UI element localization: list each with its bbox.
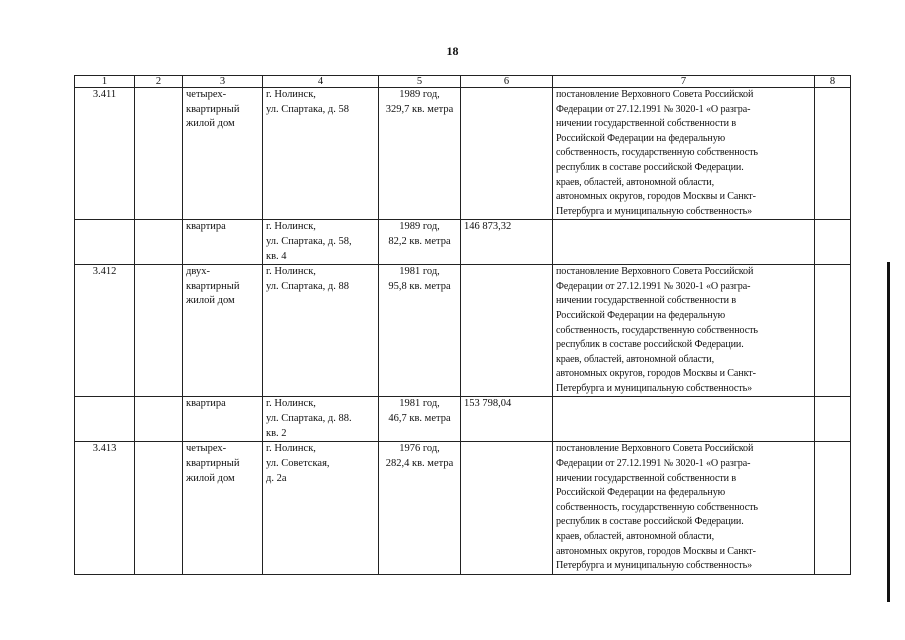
cell-text-line: Петербурга и муниципальную собственность» bbox=[556, 382, 753, 394]
cell-cost: 153 798,04 bbox=[461, 397, 553, 442]
cell-text-line: четырех- bbox=[186, 89, 227, 100]
column-number-row bbox=[75, 76, 851, 88]
cell-text-line: 1976 год, bbox=[399, 443, 440, 455]
cell-year-area bbox=[379, 220, 461, 265]
cell-column-8 bbox=[815, 397, 851, 442]
cell-text-line: постановление Верховного Совета Российской bbox=[556, 266, 754, 278]
cell-column-8 bbox=[815, 88, 851, 220]
cell-text-line: жилой дом bbox=[186, 118, 235, 130]
scan-edge-mark bbox=[887, 262, 890, 602]
cell-text-line: кв. 2 bbox=[266, 427, 287, 439]
cell-address bbox=[263, 442, 379, 574]
column-header-5: 5 bbox=[379, 76, 461, 88]
cell-text-line: д. 2а bbox=[266, 472, 287, 484]
cell-text-line: ничении государственной собственности в bbox=[556, 118, 737, 130]
table-row bbox=[75, 265, 851, 397]
column-header-8: 8 bbox=[815, 76, 851, 88]
cell-text-line: республик в составе российской Федерации. bbox=[556, 161, 744, 173]
cell-text-line: г. Нолинск, bbox=[266, 398, 316, 410]
cell-object-type bbox=[183, 442, 263, 574]
cell-year-area bbox=[379, 265, 461, 397]
cell-text-line: собственность, государственную собственность bbox=[556, 501, 758, 513]
cell-item-number bbox=[75, 220, 135, 265]
cell-item-number: 3.411 bbox=[75, 88, 135, 220]
cell-text-line: Федерации от 27.12.1991 № 3020-1 «О разгра- bbox=[556, 103, 751, 115]
cell-column-8 bbox=[815, 265, 851, 397]
cell-text-line: собственность, государственную собственность bbox=[556, 324, 758, 336]
cell-text-line: 82,2 кв. метра bbox=[388, 235, 451, 247]
column-header-3: 3 bbox=[183, 76, 263, 88]
column-header-2: 2 bbox=[135, 76, 183, 88]
table-row bbox=[75, 442, 851, 574]
cell-text-line: 282,4 кв. метра bbox=[385, 458, 454, 470]
table-row bbox=[75, 220, 851, 265]
cell-legal-basis bbox=[553, 265, 815, 397]
table-row bbox=[75, 397, 851, 442]
cell-text-line: автономных округов, городов Москвы и Санкт- bbox=[556, 545, 756, 557]
cell-column-2 bbox=[135, 397, 183, 442]
cell-text-line: ул. Спартака, д. 88. bbox=[266, 413, 352, 425]
column-header-1: 1 bbox=[75, 76, 135, 88]
cell-text-line: автономных округов, городов Москвы и Санкт- bbox=[556, 191, 756, 203]
cell-legal-basis bbox=[553, 442, 815, 574]
cell-text-line: республик в составе российской Федерации. bbox=[556, 516, 744, 528]
column-header-6: 6 bbox=[461, 76, 553, 88]
cell-address bbox=[263, 88, 379, 220]
cell-address bbox=[263, 397, 379, 442]
cell-column-8 bbox=[815, 442, 851, 574]
cell-text-line: четырех- bbox=[186, 443, 227, 455]
cell-text-line: 329,7 кв. метра bbox=[385, 103, 454, 115]
cell-text-line: ул. Спартака, д. 58 bbox=[266, 103, 349, 115]
cell-text-line: г. Нолинск, bbox=[266, 443, 316, 455]
cell-item-number: 3.413 bbox=[75, 442, 135, 574]
cell-text-line: 46,7 кв. метра bbox=[388, 413, 451, 425]
cell-legal-basis bbox=[553, 397, 815, 442]
cell-text-line: 95,8 кв. метра bbox=[388, 280, 451, 292]
cell-text-line: г. Нолинск, bbox=[266, 221, 316, 233]
cell-text-line: краев, областей, автономной области, bbox=[556, 531, 714, 543]
cell-cost bbox=[461, 442, 553, 574]
cell-object-type bbox=[183, 220, 263, 265]
cell-text-line: 1989 год, bbox=[399, 89, 440, 100]
cell-object-type bbox=[183, 88, 263, 220]
cell-text-line: ничении государственной собственности в bbox=[556, 472, 737, 484]
cell-text-line: кв. 4 bbox=[266, 250, 287, 262]
cell-year-area bbox=[379, 397, 461, 442]
cell-text-line: краев, областей, автономной области, bbox=[556, 176, 714, 188]
cell-object-type bbox=[183, 265, 263, 397]
cell-item-number: 3.412 bbox=[75, 265, 135, 397]
cell-text-line: Российской Федерации на федеральную bbox=[556, 309, 726, 321]
cell-legal-basis bbox=[553, 88, 815, 220]
page-number: 18 bbox=[446, 44, 459, 58]
cell-text-line: квартира bbox=[186, 398, 226, 410]
cell-address bbox=[263, 265, 379, 397]
cell-text-line: Федерации от 27.12.1991 № 3020-1 «О разгра- bbox=[556, 458, 751, 470]
cell-year-area bbox=[379, 88, 461, 220]
cell-item-number bbox=[75, 397, 135, 442]
cell-cost: 146 873,32 bbox=[461, 220, 553, 265]
cell-text-line: жилой дом bbox=[186, 472, 235, 484]
cell-address bbox=[263, 220, 379, 265]
cell-text-line: автономных округов, городов Москвы и Санкт- bbox=[556, 368, 756, 380]
cell-text-line: г. Нолинск, bbox=[266, 266, 316, 278]
cell-text-line: собственность, государственную собственность bbox=[556, 147, 758, 159]
cell-text-line: квартирный bbox=[186, 280, 240, 292]
cell-column-2 bbox=[135, 220, 183, 265]
cell-text-line: Российской Федерации на федеральную bbox=[556, 487, 726, 499]
cell-text-line: ул. Спартака, д. 88 bbox=[266, 280, 349, 292]
column-header-4: 4 bbox=[263, 76, 379, 88]
cell-text-line: г. Нолинск, bbox=[266, 89, 316, 100]
cell-text-line: 1989 год, bbox=[399, 221, 440, 233]
cell-column-2 bbox=[135, 88, 183, 220]
property-registry-table bbox=[74, 75, 851, 575]
column-header-7: 7 bbox=[553, 76, 815, 88]
cell-text-line: жилой дом bbox=[186, 295, 235, 307]
cell-text-line: квартирный bbox=[186, 103, 240, 115]
cell-text-line: Петербурга и муниципальную собственность» bbox=[556, 560, 753, 572]
cell-year-area bbox=[379, 442, 461, 574]
cell-column-2 bbox=[135, 442, 183, 574]
cell-text-line: квартира bbox=[186, 221, 226, 233]
cell-text-line: ул. Советская, bbox=[266, 458, 330, 470]
cell-column-2 bbox=[135, 265, 183, 397]
cell-text-line: 1981 год, bbox=[399, 266, 440, 278]
cell-text-line: двух- bbox=[186, 266, 210, 278]
cell-cost bbox=[461, 88, 553, 220]
cell-text-line: Федерации от 27.12.1991 № 3020-1 «О разгра- bbox=[556, 280, 751, 292]
cell-text-line: 1981 год, bbox=[399, 398, 440, 410]
table-row bbox=[75, 88, 851, 220]
cell-text-line: Петербурга и муниципальную собственность» bbox=[556, 205, 753, 217]
cell-object-type bbox=[183, 397, 263, 442]
cell-text-line: постановление Верховного Совета Российской bbox=[556, 89, 754, 100]
cell-text-line: ничении государственной собственности в bbox=[556, 295, 737, 307]
cell-text-line: ул. Спартака, д. 58, bbox=[266, 235, 352, 247]
cell-text-line: краев, областей, автономной области, bbox=[556, 353, 714, 365]
cell-text-line: Российской Федерации на федеральную bbox=[556, 132, 726, 144]
cell-text-line: республик в составе российской Федерации. bbox=[556, 339, 744, 351]
cell-text-line: квартирный bbox=[186, 458, 240, 470]
cell-text-line: постановление Верховного Совета Российской bbox=[556, 443, 754, 455]
cell-cost bbox=[461, 265, 553, 397]
cell-legal-basis bbox=[553, 220, 815, 265]
cell-column-8 bbox=[815, 220, 851, 265]
